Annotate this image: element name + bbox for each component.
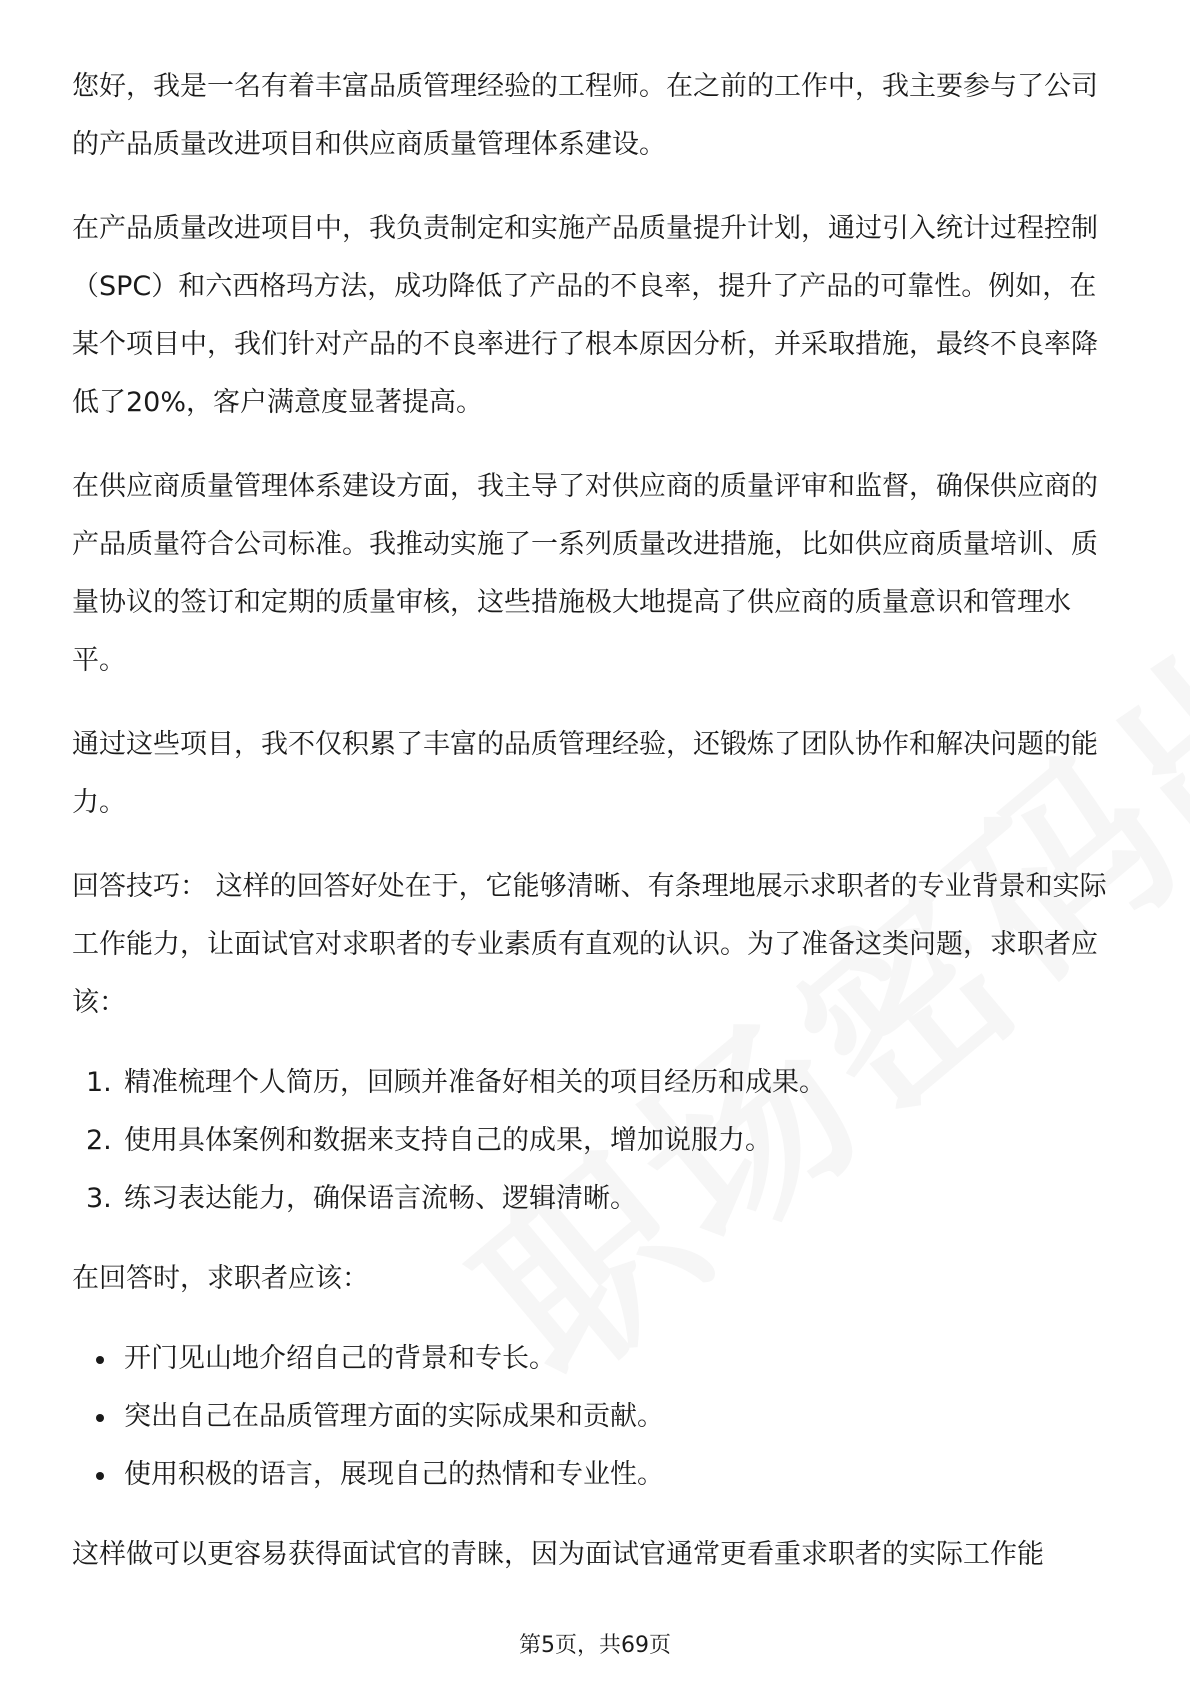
paragraph-closing: 这样做可以更容易获得面试官的青睐，因为面试官通常更看重求职者的实际工作能 <box>72 1539 1044 1570</box>
page-content <box>72 58 1122 1610</box>
list-item-text: 精准梳理个人简历，回顾并准备好相关的项目经历和成果。 <box>124 1067 826 1098</box>
paragraph-intro: 您好，我是一名有着丰富品质管理经验的工程师。在之前的工作中，我主要参与了公司的产品质量改进项目和供应商质量管理体系建设。 <box>72 71 1098 160</box>
list-item-text: 使用积极的语言，展现自己的热情和专业性。 <box>124 1459 664 1490</box>
list-item <box>72 1330 1122 1388</box>
list-item <box>72 1112 1122 1170</box>
list-item-text: 突出自己在品质管理方面的实际成果和贡献。 <box>124 1401 664 1432</box>
list-number: 2. <box>86 1125 112 1156</box>
list-item <box>72 1446 1122 1504</box>
ordered-list <box>72 1054 1122 1228</box>
list-item <box>72 1170 1122 1228</box>
bullet-icon <box>96 1414 104 1422</box>
paragraph-answer-tips: 回答技巧： 这样的回答好处在于，它能够清晰、有条理地展示求职者的专业背景和实际工作能力，让面试官对求职者的专业素质有直观的认识。为了准备这类问题，求职者应该： <box>72 871 1107 1018</box>
paragraph-when-answering: 在回答时，求职者应该： <box>72 1263 369 1294</box>
list-number: 1. <box>86 1067 112 1098</box>
list-item-text: 使用具体案例和数据来支持自己的成果，增加说服力。 <box>124 1125 772 1156</box>
paragraph-summary: 通过这些项目，我不仅积累了丰富的品质管理经验，还锻炼了团队协作和解决问题的能力。 <box>72 729 1098 818</box>
list-item <box>72 1054 1122 1112</box>
page-footer: 第5页，共69页 <box>519 1633 671 1658</box>
list-item-text: 练习表达能力，确保语言流畅、逻辑清晰。 <box>124 1183 637 1214</box>
paragraph-quality-improvement: 在产品质量改进项目中，我负责制定和实施产品质量提升计划，通过引入统计过程控制（SPC）和六西格玛方法，成功降低了产品的不良率，提升了产品的可靠性。例如，在某个项目中，我们针对产品的不良率进行了根本原因分析，并采取措施，最终不良率降低了20%，客户满意度显著提高。 <box>72 213 1098 418</box>
list-number: 3. <box>86 1183 112 1214</box>
list-item <box>72 1388 1122 1446</box>
bullet-icon <box>96 1472 104 1480</box>
list-item-text: 开门见山地介绍自己的背景和专长。 <box>124 1343 556 1374</box>
bullet-icon <box>96 1356 104 1364</box>
bullet-list <box>72 1330 1122 1504</box>
paragraph-supplier-management: 在供应商质量管理体系建设方面，我主导了对供应商的质量评审和监督，确保供应商的产品质量符合公司标准。我推动实施了一系列质量改进措施，比如供应商质量培训、质量协议的签订和定期的质量审核，这些措施极大地提高了供应商的质量意识和管理水平。 <box>72 471 1098 676</box>
